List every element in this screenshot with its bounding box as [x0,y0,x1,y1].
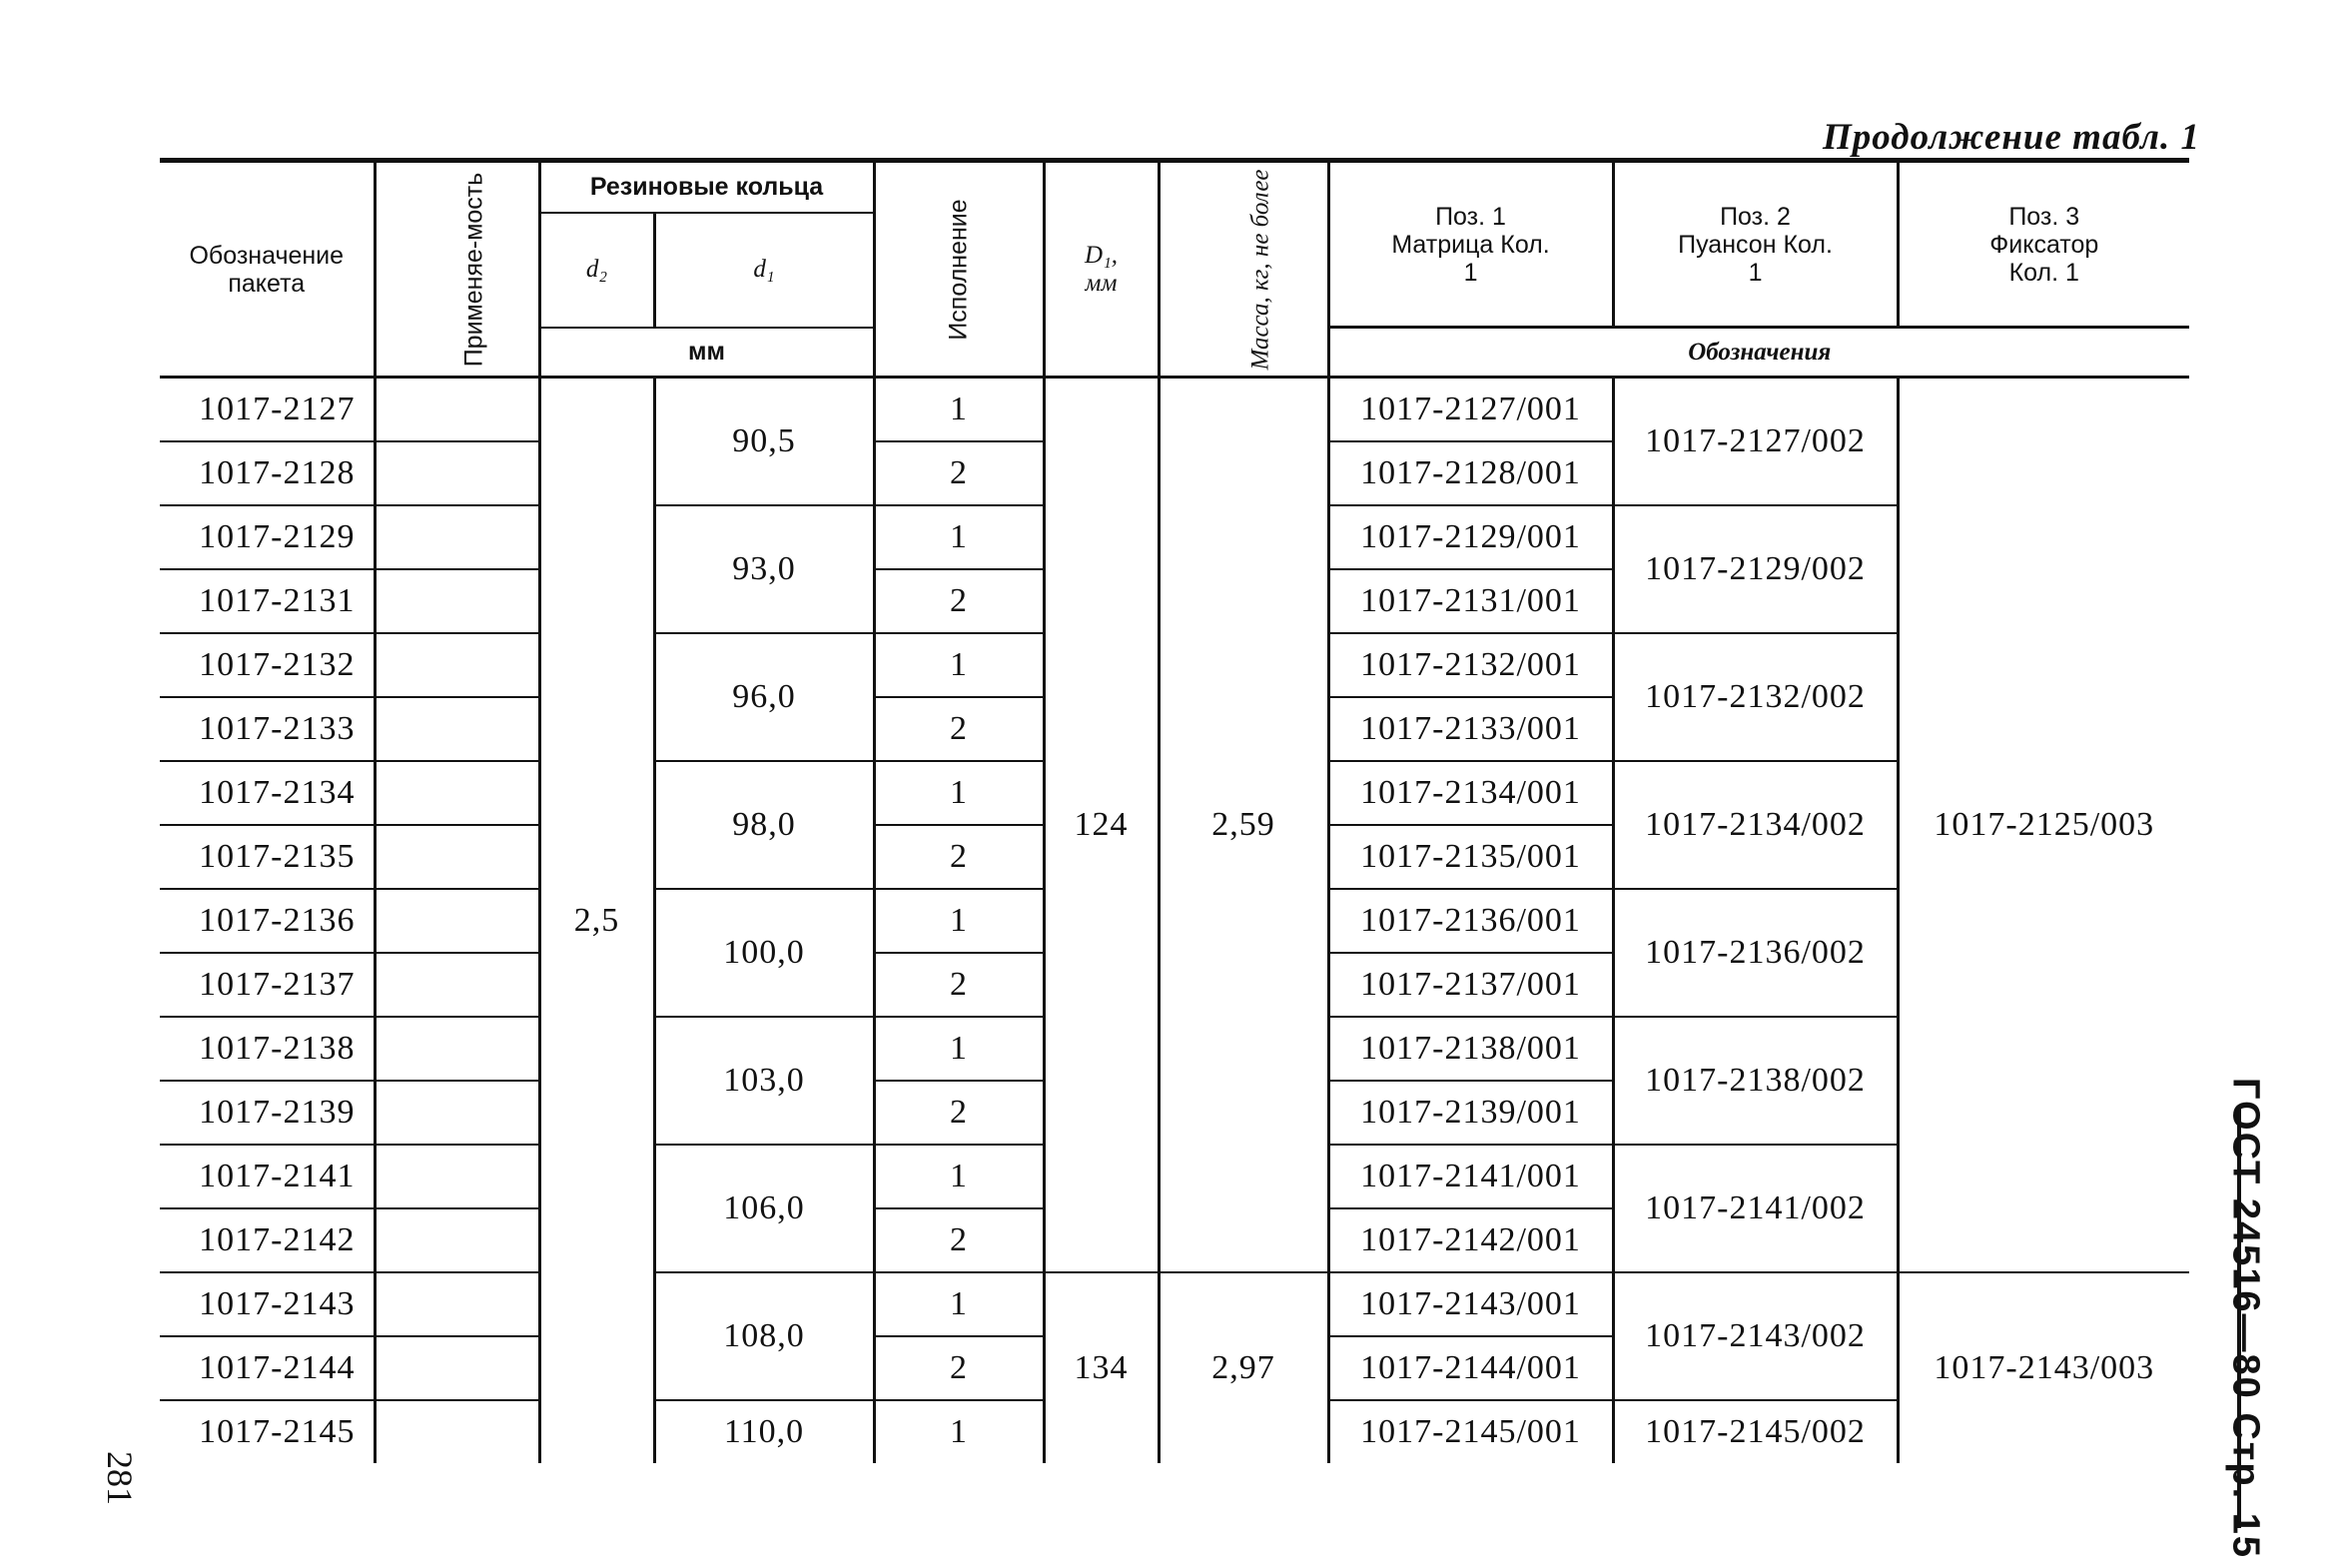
header-poz2: Поз. 2 Пуансон Кол. 1 [1613,161,1898,328]
page-number: 281 [100,1451,140,1505]
cell-ispolnenie: 2 [874,1336,1044,1400]
cell-oboznachenie: 1017-2138 [160,1017,375,1081]
cell-oboznachenie: 1017-2129 [160,505,375,569]
cell-oboznachenie: 1017-2136 [160,889,375,953]
header-D1: D₁, мм [1044,161,1159,378]
cell-ispolnenie: 1 [874,378,1044,442]
cell-ispolnenie: 2 [874,441,1044,505]
cell-d1: 98,0 [654,761,874,889]
cell-primenyaemost [375,1336,539,1400]
header-d1: d₁ [654,213,874,328]
cell-ispolnenie: 2 [874,953,1044,1017]
cell-poz1: 1017-2144/001 [1328,1336,1613,1400]
header-oboznachenie: Обозначение пакета [160,161,375,378]
cell-D1: 124 [1044,378,1159,1273]
cell-poz2: 1017-2129/002 [1613,505,1898,633]
cell-d2: 2,5 [539,378,654,1464]
header-massa: Масса, кг, не более [1159,161,1328,378]
cell-d1: 93,0 [654,505,874,633]
cell-massa: 2,97 [1159,1272,1328,1463]
cell-ispolnenie: 1 [874,889,1044,953]
cell-primenyaemost [375,505,539,569]
cell-poz1: 1017-2128/001 [1328,441,1613,505]
cell-ispolnenie: 2 [874,569,1044,633]
cell-poz1: 1017-2145/001 [1328,1400,1613,1463]
cell-ispolnenie: 1 [874,761,1044,825]
cell-poz3: 1017-2143/003 [1898,1272,2189,1463]
cell-d1: 110,0 [654,1400,874,1463]
cell-poz1: 1017-2136/001 [1328,889,1613,953]
cell-poz2: 1017-2143/002 [1613,1272,1898,1400]
cell-poz1: 1017-2137/001 [1328,953,1613,1017]
cell-poz2: 1017-2145/002 [1613,1400,1898,1463]
cell-poz1: 1017-2132/001 [1328,633,1613,697]
cell-poz1: 1017-2131/001 [1328,569,1613,633]
cell-oboznachenie: 1017-2133 [160,697,375,761]
cell-oboznachenie: 1017-2131 [160,569,375,633]
cell-primenyaemost [375,825,539,889]
cell-poz1: 1017-2142/001 [1328,1208,1613,1272]
cell-primenyaemost [375,1081,539,1145]
cell-primenyaemost [375,378,539,442]
cell-primenyaemost [375,1272,539,1336]
cell-poz1: 1017-2133/001 [1328,697,1613,761]
cell-ispolnenie: 1 [874,505,1044,569]
cell-primenyaemost [375,697,539,761]
cell-poz2: 1017-2134/002 [1613,761,1898,889]
cell-d1: 103,0 [654,1017,874,1145]
cell-poz1: 1017-2143/001 [1328,1272,1613,1336]
cell-primenyaemost [375,1145,539,1208]
cell-primenyaemost [375,569,539,633]
header-mm: мм [539,328,874,378]
cell-massa: 2,59 [1159,378,1328,1273]
header-d2: d₂ [539,213,654,328]
cell-ispolnenie: 1 [874,1272,1044,1336]
table-row [160,1272,2189,1336]
header-poz1: Поз. 1 Матрица Кол. 1 [1328,161,1613,328]
cell-poz1: 1017-2127/001 [1328,378,1613,442]
cell-oboznachenie: 1017-2142 [160,1208,375,1272]
cell-poz2: 1017-2136/002 [1613,889,1898,1017]
header-rezinovye-koltsa: Резиновые кольца [539,161,874,213]
side-gost-label: ГОСТ 24516—80 Стр. 15 [2224,1077,2267,1560]
cell-primenyaemost [375,441,539,505]
cell-oboznachenie: 1017-2139 [160,1081,375,1145]
cell-poz1: 1017-2139/001 [1328,1081,1613,1145]
cell-d1: 96,0 [654,633,874,761]
cell-primenyaemost [375,1208,539,1272]
cell-ispolnenie: 2 [874,697,1044,761]
cell-poz2: 1017-2127/002 [1613,378,1898,506]
cell-ispolnenie: 2 [874,1081,1044,1145]
cell-poz3: 1017-2125/003 [1898,378,2189,1273]
cell-primenyaemost [375,633,539,697]
header-primenyaemost: Применяе-мость [375,161,539,378]
cell-poz1: 1017-2141/001 [1328,1145,1613,1208]
cell-D1: 134 [1044,1272,1159,1463]
cell-ispolnenie: 1 [874,633,1044,697]
cell-d1: 108,0 [654,1272,874,1400]
cell-poz1: 1017-2134/001 [1328,761,1613,825]
cell-oboznachenie: 1017-2134 [160,761,375,825]
header-oboznacheniya: Обозначения [1328,328,2189,378]
cell-oboznachenie: 1017-2127 [160,378,375,442]
cell-oboznachenie: 1017-2143 [160,1272,375,1336]
cell-oboznachenie: 1017-2141 [160,1145,375,1208]
cell-ispolnenie: 2 [874,1208,1044,1272]
cell-oboznachenie: 1017-2128 [160,441,375,505]
data-table [160,158,2189,1463]
cell-primenyaemost [375,1017,539,1081]
cell-ispolnenie: 1 [874,1017,1044,1081]
cell-d1: 90,5 [654,378,874,506]
table-row [160,378,2189,442]
cell-poz1: 1017-2129/001 [1328,505,1613,569]
cell-oboznachenie: 1017-2132 [160,633,375,697]
cell-primenyaemost [375,761,539,825]
header-poz3: Поз. 3 Фиксатор Кол. 1 [1898,161,2189,328]
cell-primenyaemost [375,953,539,1017]
cell-ispolnenie: 1 [874,1400,1044,1463]
cell-primenyaemost [375,1400,539,1463]
cell-d1: 100,0 [654,889,874,1017]
cell-primenyaemost [375,889,539,953]
header-ispolnenie: Исполнение [874,161,1044,378]
table-caption: Продолжение табл. 1 [1823,117,2200,158]
cell-poz1: 1017-2138/001 [1328,1017,1613,1081]
cell-poz2: 1017-2138/002 [1613,1017,1898,1145]
cell-oboznachenie: 1017-2135 [160,825,375,889]
cell-oboznachenie: 1017-2137 [160,953,375,1017]
cell-poz2: 1017-2132/002 [1613,633,1898,761]
table-body [160,378,2189,1464]
cell-oboznachenie: 1017-2145 [199,1413,356,1450]
cell-ispolnenie: 1 [874,1145,1044,1208]
cell-poz1: 1017-2135/001 [1328,825,1613,889]
cell-ispolnenie: 2 [874,825,1044,889]
cell-poz2: 1017-2141/002 [1613,1145,1898,1272]
cell-d1: 106,0 [654,1145,874,1272]
cell-oboznachenie: 1017-2144 [160,1336,375,1400]
